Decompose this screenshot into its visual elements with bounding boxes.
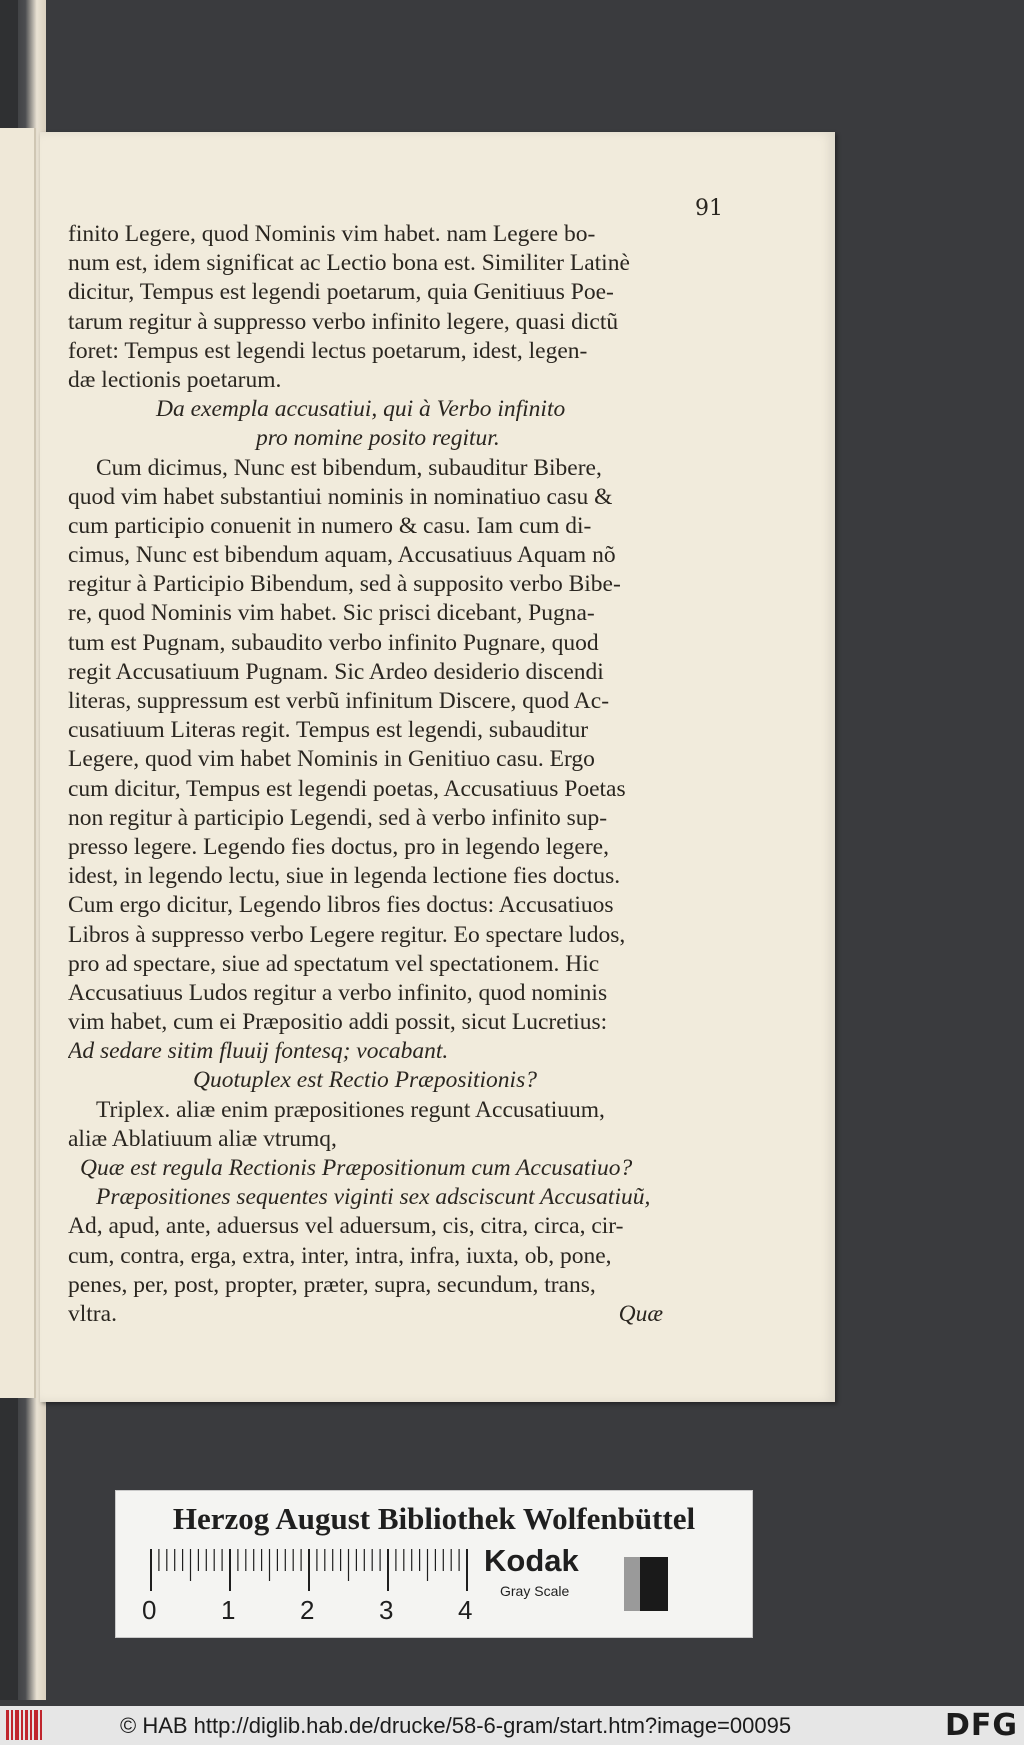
source-caption: © HAB http://diglib.hab.de/drucke/58-6-gram/start.htm?image=00095 bbox=[120, 1713, 792, 1738]
text-line: non regitur à participio Legendi, sed à verbo infinito sup- bbox=[68, 804, 608, 831]
text-line: Da exempla accusatiui, qui à Verbo infinito bbox=[156, 396, 566, 423]
text-line: idest, in legendo lectu, siue in legenda lectione fies doctus. bbox=[68, 863, 621, 890]
ruler-label: 4 bbox=[458, 1595, 473, 1625]
text-line: Legere, quod vim habet Nominis in Genitiuo casu. Ergo bbox=[68, 746, 595, 773]
ruler-label: 1 bbox=[221, 1595, 236, 1625]
text-line: Quæ est regula Rectionis Præpositionum cum Accusatiuo? bbox=[80, 1155, 633, 1181]
text-line: cimus, Nunc est bibendum aquam, Accusatiuus Aquam nõ bbox=[68, 542, 616, 569]
text-line: dæ lectionis poetarum. bbox=[68, 366, 282, 393]
text-line: cum, contra, erga, extra, inter, intra, infra, iuxta, ob, pone, bbox=[68, 1242, 612, 1269]
text-line: regit Accusatiuum Pugnam. Sic Ardeo desiderio discendi bbox=[68, 658, 604, 685]
page-number: 91 bbox=[695, 196, 723, 221]
text-line: regitur à Participio Bibendum, sed à supposito verbo Bibe- bbox=[68, 571, 621, 598]
text-line: Ad sedare sitim fluuij fontesq; vocabant. bbox=[68, 1038, 449, 1065]
text-line: vltra. bbox=[68, 1300, 117, 1327]
library-name: Herzog August Bibliothek Wolfenbüttel bbox=[172, 1501, 696, 1536]
text-line: pro ad spectare, siue ad spectatum vel spectationem. Hic bbox=[68, 950, 600, 977]
text-line: literas, suppressum est verbũ infinitum Discere, quod Ac- bbox=[68, 688, 610, 714]
text-line: cusatiuum Literas regit. Tempus est legendi, subauditur bbox=[68, 717, 589, 744]
text-line: presso legere. Legendo fies doctus, pro in legendo legere, bbox=[68, 833, 609, 860]
gray-swatch bbox=[624, 1557, 640, 1611]
color-calibration-bar bbox=[115, 1490, 753, 1638]
text-line: tarum regitur à suppresso verbo infinito legere, quasi dictũ bbox=[68, 308, 619, 335]
page-text bbox=[68, 220, 753, 1329]
text-line: tum est Pugnam, subaudito verbo infinito Pugnare, quod bbox=[68, 629, 599, 656]
text-line: aliæ Ablatiuum aliæ vtrumq, bbox=[68, 1125, 337, 1152]
text-line: Cum dicimus, Nunc est bibendum, subauditur Bibere, bbox=[96, 454, 602, 481]
text-line: dicitur, Tempus est legendi poetarum, quia Genitiuus Poe- bbox=[68, 279, 614, 306]
text-line: Accusatiuus Ludos regitur a verbo infinito, quod nominis bbox=[68, 979, 608, 1006]
ruler-label: 2 bbox=[300, 1595, 315, 1625]
text-line: Libros à suppresso verbo Legere regitur. Eo spectare ludos, bbox=[68, 921, 626, 948]
barcode-icon bbox=[6, 1710, 46, 1740]
previous-page-edge bbox=[0, 128, 36, 1398]
text-line: Cum ergo dicitur, Legendo libros fies doctus: Accusatiuos bbox=[68, 892, 614, 919]
ruler-label: 0 bbox=[142, 1595, 157, 1625]
catchword: Quæ bbox=[618, 1300, 663, 1327]
black-swatch bbox=[640, 1557, 668, 1611]
text-line: vim habet, cum ei Præpositio addi possit, sicut Lucretius: bbox=[68, 1009, 608, 1036]
text-line: cum dicitur, Tempus est legendi poetas, Accusatiuus Poetas bbox=[68, 775, 626, 802]
ruler-scale bbox=[149, 1549, 474, 1591]
dfg-logo: DFG bbox=[944, 1708, 1018, 1743]
text-line: pro nomine posito regitur. bbox=[256, 425, 500, 452]
text-line: cum participio conuenit in numero & casu. Iam cum di- bbox=[68, 512, 592, 539]
footer-bar bbox=[0, 1706, 1024, 1745]
book-page bbox=[40, 132, 835, 1402]
text-line: re, quod Nominis vim habet. Sic prisci dicebant, Pugna- bbox=[68, 600, 595, 627]
text-line: Quotuplex est Rectio Præpositionis? bbox=[193, 1067, 537, 1094]
gray-scale-label: Gray Scale bbox=[500, 1583, 570, 1599]
text-line: Ad, apud, ante, aduersus vel aduersum, cis, citra, circa, cir- bbox=[68, 1213, 624, 1240]
text-line: Triplex. aliæ enim præpositiones regunt Accusatiuum, bbox=[96, 1096, 605, 1123]
kodak-logo: Kodak bbox=[484, 1543, 579, 1578]
text-line: Præpositiones sequentes viginti sex adsciscunt Accusatiuũ, bbox=[96, 1184, 651, 1211]
text-line: finito Legere, quod Nominis vim habet. nam Legere bo- bbox=[68, 221, 596, 247]
text-line: quod vim habet substantiui nominis in nominatiuo casu & bbox=[68, 483, 613, 510]
text-line: num est, idem significat ac Lectio bona est. Similiter Latinè bbox=[68, 250, 630, 277]
ruler-label: 3 bbox=[379, 1595, 394, 1625]
text-line: foret: Tempus est legendi lectus poetarum, idest, legen- bbox=[68, 337, 588, 364]
text-line: penes, per, post, propter, præter, supra, secundum, trans, bbox=[68, 1271, 596, 1298]
